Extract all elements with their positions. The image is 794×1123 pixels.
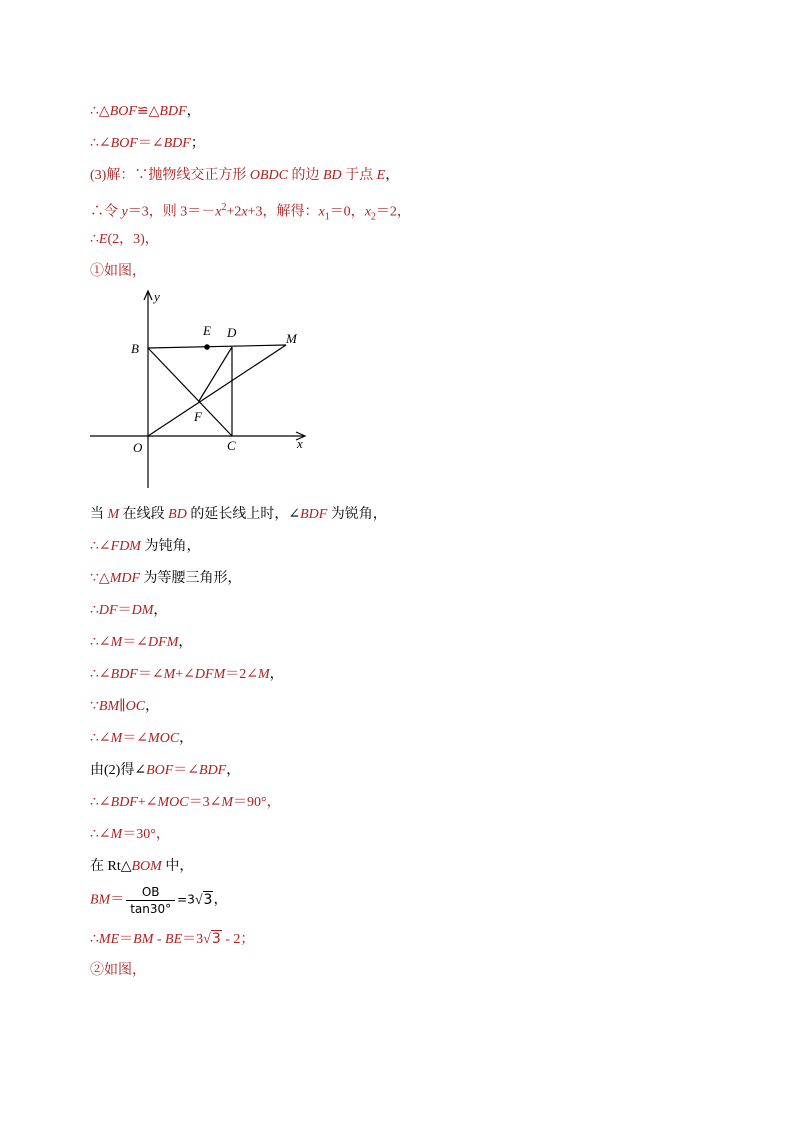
label-y: y: [154, 289, 160, 304]
text: 2: [221, 202, 227, 213]
line-part3-intro: [90, 167, 399, 185]
text: ∴△: [90, 104, 110, 119]
text: OC: [125, 699, 146, 714]
text: DM: [131, 603, 154, 618]
line-angle-m-dfm: [90, 634, 192, 652]
text: ＝∠: [122, 731, 149, 746]
text: OBDC: [249, 168, 288, 183]
segment-om: [148, 345, 286, 436]
line-case-m-extension: [90, 506, 387, 524]
text: x: [318, 204, 325, 220]
line-m-moc: [90, 730, 193, 748]
text: E: [376, 168, 386, 183]
text: ∵: [90, 699, 99, 714]
label-x: x: [297, 436, 303, 451]
text: ，: [226, 763, 241, 778]
segment-bc: [148, 348, 232, 436]
text: MOC: [157, 795, 189, 810]
line-sum-90: [90, 794, 281, 812]
text: ＝: [117, 603, 132, 618]
text: ＝0，: [329, 204, 365, 220]
text: ＝∠: [122, 635, 149, 650]
text: ∴∠: [90, 136, 111, 151]
text: 于点: [341, 168, 377, 183]
text: ∴∠: [90, 635, 111, 650]
text: BD: [168, 507, 187, 522]
point-e: [204, 344, 210, 350]
line-point-e: [90, 231, 159, 249]
text: 在 Rt△: [90, 859, 132, 874]
text: +∠: [175, 667, 195, 682]
text: BM: [98, 699, 120, 714]
text: BM: [90, 892, 111, 908]
line-from-part2: [90, 762, 240, 780]
text: MOC: [148, 731, 180, 746]
text: ∵△: [90, 571, 110, 586]
text: 为锐角，: [327, 507, 387, 522]
line-isosceles: [90, 570, 242, 588]
text: 2: [370, 211, 376, 223]
label-f: F: [194, 409, 202, 424]
text: ，: [153, 603, 168, 618]
text: 的延长线上时，∠: [186, 507, 301, 522]
text: ＝3: [182, 932, 204, 947]
text: ，: [179, 731, 194, 746]
text: ，: [213, 892, 228, 908]
text: BDF: [199, 763, 227, 778]
line-df-dm: [90, 602, 167, 620]
text: +3，解得：: [247, 204, 319, 220]
text: ；: [190, 136, 205, 151]
text: x: [241, 204, 248, 220]
text: 1: [324, 211, 330, 223]
text: ②如图，: [90, 963, 146, 978]
sqrt-3: √3: [194, 891, 213, 908]
line-me-value: [90, 930, 254, 949]
text: y: [121, 204, 128, 220]
text: ME: [98, 932, 120, 947]
text: ，: [186, 104, 201, 119]
text: 当: [90, 507, 108, 522]
text: 的边: [287, 168, 323, 183]
text: ，: [269, 667, 284, 682]
line-bdf-2m: [90, 666, 284, 684]
line-angle-equal: [90, 135, 205, 153]
text: FDM: [110, 539, 141, 554]
text: M: [110, 731, 123, 746]
text: ＝3∠: [188, 795, 222, 810]
fraction-numerator: OB: [126, 884, 175, 901]
text: BM: [133, 932, 154, 947]
label-o: O: [133, 440, 143, 455]
text: BD: [322, 168, 342, 183]
text: ＝: [110, 892, 125, 908]
text: BDF: [110, 667, 138, 682]
text: 为等腰三角形，: [140, 571, 242, 586]
radicand: 3: [203, 891, 213, 908]
line-bm-value: [90, 884, 227, 917]
fraction-ob-tan30: [126, 884, 175, 917]
line-solve-equation: [90, 199, 411, 226]
text: (2，3)，: [107, 232, 159, 247]
text: M: [257, 667, 270, 682]
text: =3: [177, 892, 195, 907]
text: DF: [98, 603, 118, 618]
text: +2: [226, 204, 242, 220]
text: DFM: [194, 667, 226, 682]
text: ∥: [119, 699, 126, 714]
line-case2-heading: [90, 962, 146, 980]
label-e: E: [203, 323, 211, 338]
text: ①如图，: [90, 264, 146, 279]
text: ，: [145, 699, 160, 714]
text: DFM: [148, 635, 179, 650]
text: M: [110, 827, 123, 842]
text: 在线段: [119, 507, 169, 522]
text: x: [364, 204, 371, 220]
text: M: [163, 667, 176, 682]
text: ∴∠: [90, 539, 111, 554]
geometry-figure: [85, 285, 315, 490]
line-parallel: [90, 698, 159, 716]
text: BDF: [159, 104, 187, 119]
text: - 2；: [221, 932, 255, 947]
text: ∴: [90, 932, 99, 947]
text: BDF: [110, 795, 138, 810]
text: ∴: [90, 603, 99, 618]
line-m-30: [90, 826, 170, 844]
text: ＝30°，: [122, 827, 170, 842]
text: ＝∠: [173, 763, 200, 778]
label-c: C: [227, 438, 236, 453]
text: M: [107, 507, 120, 522]
text: ∴∠: [90, 795, 111, 810]
text: ≌△: [136, 104, 160, 119]
line-in-rt-bom: [90, 858, 193, 876]
label-m: M: [286, 331, 297, 346]
radicand: 3: [211, 931, 221, 947]
text: x: [215, 204, 222, 220]
text: BE: [165, 932, 183, 947]
line-case1-heading: [90, 263, 146, 281]
label-d: D: [227, 325, 237, 340]
text: BDF: [300, 507, 328, 522]
sqrt-3: √3: [203, 931, 221, 947]
text: BOF: [110, 136, 138, 151]
text: ∴∠: [90, 827, 111, 842]
text: M: [221, 795, 234, 810]
text: ＝∠: [137, 667, 164, 682]
text: M: [110, 635, 123, 650]
text: ∴∠: [90, 667, 111, 682]
segment-df: [199, 347, 232, 401]
text: (3)解：∵抛物线交正方形: [90, 168, 250, 183]
text: ＝90°，: [233, 795, 281, 810]
text: ∴: [90, 232, 99, 247]
text: ∴∠: [90, 731, 111, 746]
text: 为钝角，: [140, 539, 201, 554]
text: MDF: [109, 571, 141, 586]
text: ，: [178, 635, 193, 650]
line-obtuse: [90, 538, 200, 556]
text: -: [153, 932, 166, 947]
text: ＝3，则 3＝－: [127, 204, 216, 220]
fraction-denominator: tan30°: [130, 902, 172, 916]
segment-bm: [148, 345, 286, 348]
text: BDF: [163, 136, 191, 151]
text: ＝2，: [375, 204, 411, 220]
text: BOF: [146, 763, 174, 778]
text: ，: [385, 168, 400, 183]
text: ＝2∠: [225, 667, 258, 682]
text: BOM: [131, 859, 162, 874]
text: 由(2)得∠: [90, 763, 147, 778]
text: 中，: [161, 859, 194, 874]
text: ＝: [119, 932, 134, 947]
line-congruent-triangles: [90, 103, 201, 121]
label-b: B: [131, 341, 139, 356]
text: +∠: [137, 795, 158, 810]
text: E: [98, 232, 108, 247]
text: ∴令: [90, 204, 122, 220]
text: ＝∠: [137, 136, 164, 151]
text: BOF: [109, 104, 137, 119]
